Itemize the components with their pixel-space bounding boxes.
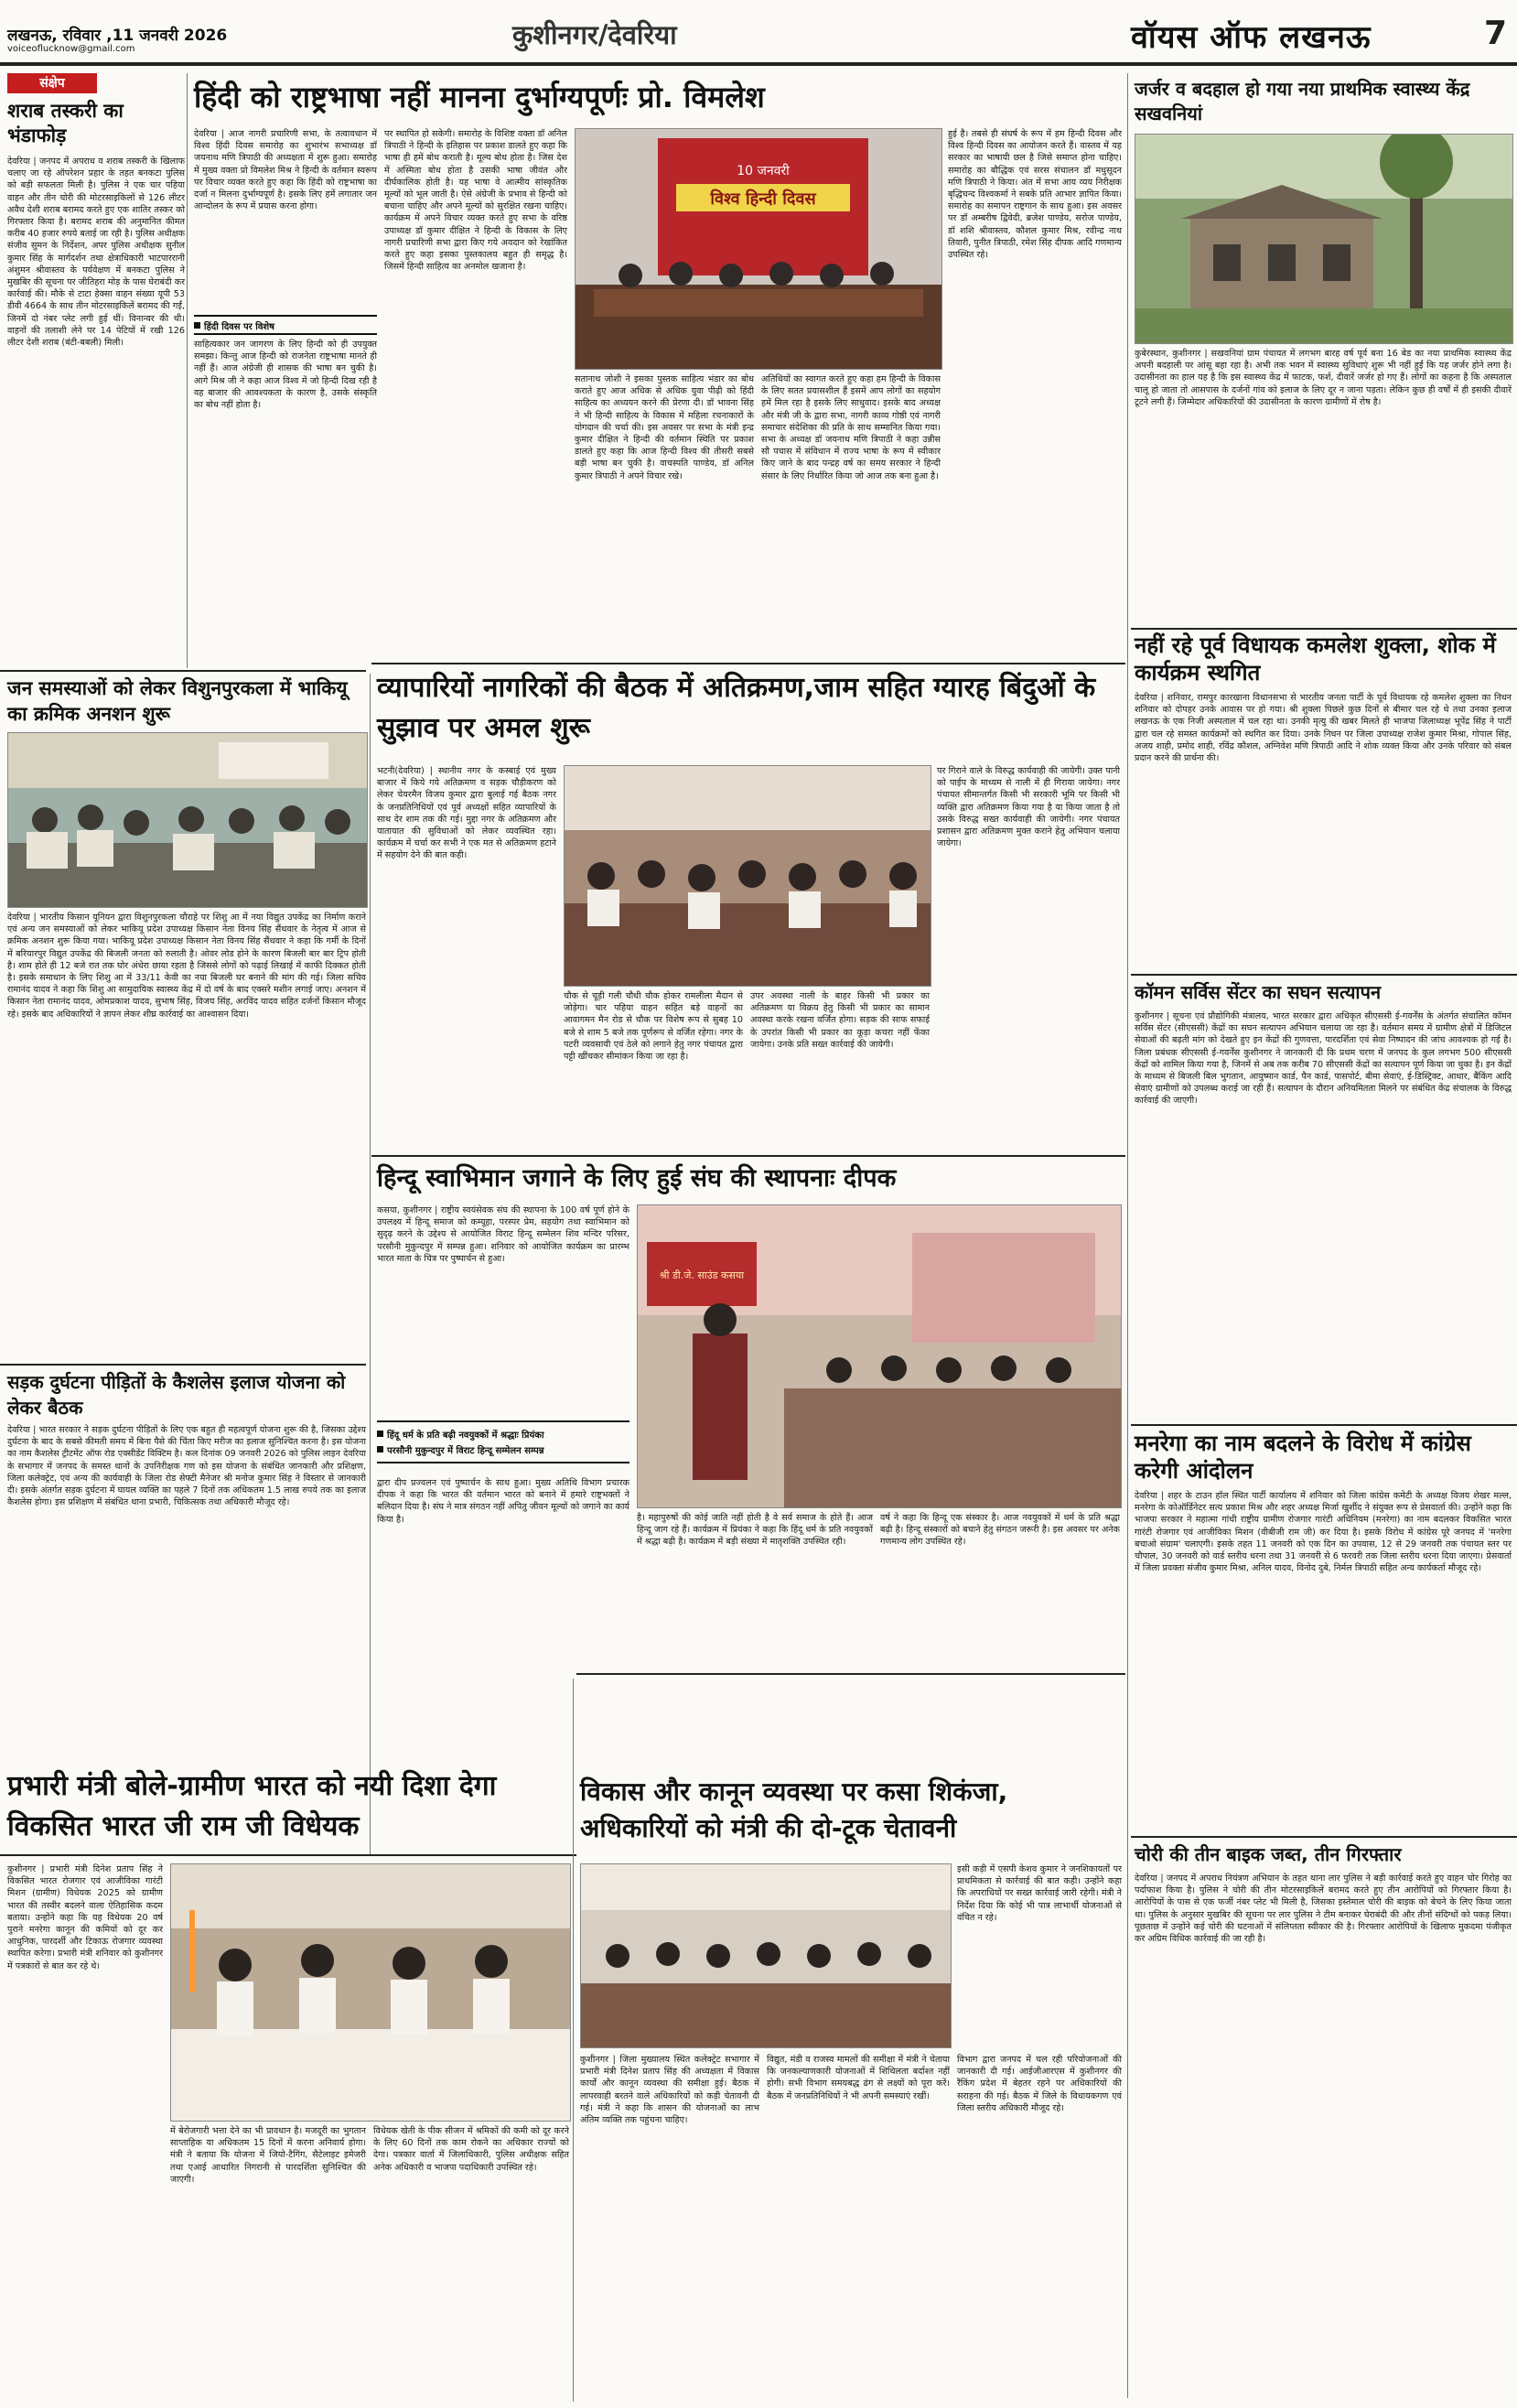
minister1-col3: विधेयक खेती के पीक सीजन में श्रमिकों की कमी को दूर करने के लिए 60 दिनों तक काम रोकने का अधिकार राज्यों को देगा। पत्रकार वार्ता में जिलाधिकारी, पुलिस अधीक्षक सहित अनेक अधिकारी व भाजपा पदाधिकारी उपस्थित रहे।: [373, 2126, 569, 2173]
traders-headline: व्यापारियों नागरिकों की बैठक में अतिक्रमण,जाम सहित ग्यारह बिंदुओं के सुझाव पर अमल शुरू: [377, 672, 1096, 744]
rss-col3: है। महापुरुषों की कोई जाति नहीं होती है वे सर्व समाज के होते हैं। आज हिन्दू जाग रहे हैं। कार्यक्रम में प्रियंका ने कहा कि हिंदू धर्म के प्रति नवयुवकों में श्रद्धा बढ़ी है। कार्यक्रम में बड़ी संख्या में मातृशक्ति उपस्थित रही।: [637, 1513, 873, 1548]
right-bottom-body: देवरिया | जनपद में अपराध नियंत्रण अभियान के तहत थाना लार पुलिस ने बड़ी कार्रवाई करते हुए वाहन चोर गिरोह का पर्दाफाश किया है। पुलिस ने चोरी की तीन मोटरसाइकिलें बरामद करते हुए तीन आरोपियों को गिरफ्तार किया है। आरोपियों के पास से एक फर्जी नंबर प्लेट भी मिली है, जिसका इस्तेमाल चोरी की बाइक को बेचने के लिए किया जाता था। पुलिस के अनुसार मुखबिर की सूचना पर लार पुलिस ने टीम बनाकर घेराबंदी की और तीनों संदिग्धों को पकड़ लिया। पूछताछ में उन्होंने कई चोरी की घटनाओं में संलिप्तता स्वीकार की है। गिरफ्तार आरोपियों के खिलाफ मुकदमा पंजीकृत कर अग्रिम विधिक कार्रवाई की जा रही है।: [1135, 1873, 1512, 1945]
email: voiceoflucknow@gmail.com: [7, 44, 135, 54]
protest-headline: जन समस्याओं को लेकर विशुनपुरकला में भाकियू का क्रमिक अनशन शुरू: [7, 677, 348, 725]
main-col3: सतानाथ जोशी ने इसका पुस्तक साहित्य भंडार का बोध कराते हुए आज अधिक से अधिक युवा पीढ़ी को हिंदी साहित्य का अध्ययन करने की प्रेरणा दी। डॉ भावना सिंह ने भी हिन्दी साहित्य के विकास में महिला रचनाकारों के योगदान की चर्चा की। इस अवसर पर सभा के मंत्री इन्द्र कुमार दीक्षित ने हिन्दी की वर्तमान स्थिति पर प्रकाश डालते हुए कहा कि आज हिन्दी विश्व की तीसरी सबसे बड़ी भाषा बन चुकी है। वाचस्पति पाण्डेय, डॉ अनिल कुमार त्रिपाठी ने अपने विचार रखे।: [575, 374, 754, 481]
main-col1: देवरिया | आज नागरी प्रचारिणी सभा, के तत्वावधान में विश्व हिंदी दिवस समारोह का शुभारंभ सभाध्यक्ष डॉ जयनाथ मणि त्रिपाठी की अध्यक्षता में शुरू हुआ। समारोह में मुख्य वक्ता प्रो विमलेश मिश्र ने हिन्दी के वर्तमान स्वरूप पर विचार व्यक्त करते हुए कहा कि हिंदी को राष्ट्रभाषा का दर्जा न मिलना दुर्भाग्यपूर्ण है। इसके लिए हमें लगातार जन आन्दोलन के रूप में प्रयास करना होगा।: [194, 129, 377, 212]
photo-subbanner-text: 10 जनवरी: [737, 164, 790, 178]
brief-tag: संक्षेप: [7, 73, 97, 93]
insurance-headline: सड़क दुर्घटना पीड़ितों के कैशलेस इलाज योजना को लेकर बैठक: [7, 1371, 346, 1419]
main-subhead-text: हिंदी दिवस पर विशेष: [204, 322, 274, 332]
traders-col1: भटनी(देवरिया) | स्थानीय नगर के कस्बाई एवं मुख्य बाजार में किये गये अतिक्रमण व सड़क चौड़ीकरण को लेकर चेयरमैन विजय कुमार द्वारा बुलाई गई बैठक नगर के जनप्रतिनिधियों एवं पूर्व अध्यक्षों सहित व्यापारियों के साथ देर शाम तक की गई। मुद्दा नगर के अतिक्रमण और यातायात की सुविधाओं को लेकर व्यवस्थित रहा। कार्यक्रम में चर्चा कर सभी ने एक मत से अतिक्रमण हटाने में सहयोग देने की बात कही।: [377, 766, 556, 861]
dateline: लखनऊ, रविवार ,11 जनवरी 2026: [7, 27, 228, 45]
main-col5: हुई है। तबसे ही संघर्ष के रूप में हम हिन्दी दिवस और विश्व हिन्दी दिवस का आयोजन करते हैं। वास्तव में यह सरकार का भाषायी छल है जिसे समाप्त होना चाहिए। समारोह का बौद्धिक एवं सरस संचालन डॉ मधुसूदन मणि त्रिपाठी ने किया। अंत में सभा आय व्यय निरीक्षक बृद्धिचन्द विश्वकर्मा ने सबके प्रति आभार ज्ञापित किया। समारोह का समापन राष्ट्रगान के साथ हुआ। इस अवसर पर डॉ अम्बरीष द्विवेदी, ब्रजेश पाण्डेय, सरोज पाण्डेय, डॉ शशि श्रीवास्तव, कौशल कुमार मिश्र, रवीन्द्र नाथ तिवारी, पुनीत त्रिपाठी, रमेश सिंह दीपक आदि गणमान्य उपस्थित रहे।: [948, 129, 1122, 261]
subhead-bullet: [194, 322, 200, 329]
traders-col4: पर गिराने वाले के विरुद्ध कार्यवाही की जायेगी। उक्त पानी को पाईप के माध्यम से नाली में ही गिराया जायेगा। नगर पंचायत सीमान्तर्गत किसी भी सरकारी भूमि पर किसी भी व्यक्ति द्वारा अतिक्रमण किया गया है या किया जाता है तो उसके विरुद्ध सख्त कार्यवाही की जायेगी। नगर पंचायत प्रशासन द्वारा अतिक्रमण मुक्त कराने हेतु अभियान चलाया जायेगा।: [937, 766, 1120, 849]
rss-bullet-2: [377, 1446, 383, 1452]
right-top-photo: [1135, 134, 1513, 344]
rss-subheads: [377, 1420, 629, 1463]
minister2-headline: विकास और कानून व्यवस्था पर कसा शिकंजा, अधिकारियों को मंत्री की दो-टूक चेतावनी: [580, 1776, 1008, 1843]
rule-bottom-2: [576, 1673, 1125, 1675]
rule-left-1: [0, 670, 366, 672]
masthead-rule: [0, 62, 1517, 66]
rss-sub2: परसौनी मुकुन्दपुर में विराट हिन्दू सम्मेलन सम्पन्न: [387, 1446, 544, 1456]
right-top-body: कुबेरस्थान, कुशीनगर | सखवनियां ग्राम पंचायत में लगभग बारह वर्ष पूर्व बना 16 बेड का नया प्राथमिक स्वास्थ्य केंद्र अपनी बदहाली पर आंसू बहा रहा है। अभी तक भवन में स्वास्थ्य सुविधाएं शुरू भी नहीं हुईं कि यह जर्जर होने लगा है। उदासीनता का हाल यह है कि इस स्वास्थ्य केंद्र में फाटक, फर्श, दीवारें जर्जर हो गए हैं। लोगों का कहना है कि अस्पताल चालू हो जाता तो आसपास के दर्जनों गांव को इलाज के लिए दूर न जाना पड़ता। लेकिन कुछ ही वर्षों में ही इसकी दीवारें टूटने लगी हैं। जिम्मेदार अधिकारियों की उदासीनता के कारण ग्रामीणों में रोष है।: [1135, 349, 1512, 407]
minister2-col3: इसी कड़ी में एसपी केशव कुमार ने जनशिकायतों पर प्राथमिकता से कार्रवाई की बात कही। उन्होंने कहा कि अपराधियों पर सख्त कार्रवाई जारी रहेगी। मंत्री ने निर्देश दिया कि कोई भी पात्र लाभार्थी योजनाओं से वंचित न रहे।: [957, 1864, 1122, 1923]
photo-banner-text: विश्व हिन्दी दिवस: [710, 189, 816, 209]
masthead: [0, 0, 1517, 64]
minister2-col1: कुशीनगर | जिला मुख्यालय स्थित कलेक्ट्रेट सभागार में प्रभारी मंत्री दिनेश प्रताप सिंह की अध्यक्षता में विकास कार्यों और कानून व्यवस्था की समीक्षा हुई। बैठक में लापरवाही बरतने वाले अधिकारियों को कड़ी चेतावनी दी गई। मंत्री ने कहा कि शासन की योजनाओं का लाभ अंतिम व्यक्ति तक पहुंचना चाहिए।: [580, 2055, 759, 2126]
page-number: 7: [1484, 15, 1508, 52]
traders-col3: उपर अवस्था नाली के बाहर किसी भी प्रकार का अतिक्रमण या विक्रय हेतु किसी भी प्रकार का सामान अवस्था करके रखना वर्जित होगा। सड़क की साफ सफाई के उपरांत किसी भी प्रकार का कूड़ा कचरा नहीं फेंका जायेगा। उनके प्रति सख्त कार्रवाई की जायेगी।: [750, 991, 930, 1050]
rule-v-bottom: [573, 1679, 574, 2402]
rss-banner-text: श्री डी.जे. साउंड कसया: [659, 1269, 745, 1281]
right-mid-headline: नहीं रहे पूर्व विधायक कमलेश शुक्ला, शोक में कार्यक्रम स्थगित: [1135, 632, 1496, 686]
rss-col2: द्वारा दीप प्रज्वलन एवं पुष्पार्चन के साथ हुआ। मुख्य अतिथि विभाग प्रचारक दीपक ने कहा कि भारत की वर्तमान भारत को बनाने में हमारे राष्ट्रभक्तों ने बलिदान दिया है। संघ ने मात्र संगठन नहीं अपितु जीवन मूल्यों को जगाने का कार्य किया है।: [377, 1478, 629, 1525]
rss-col4: वर्ष ने कहा कि हिन्दू एक संस्कार है। आज नवयुवकों में धर्म के प्रति श्रद्धा बढ़ी है। हिन्दू संस्कारों को बचाने हेतु संगठन जरूरी है। इस अवसर पर अनेक गणमान्य लोग उपस्थित रहे।: [880, 1513, 1120, 1548]
rule-right-4: [1131, 1836, 1517, 1838]
minister1-col1: कुशीनगर | प्रभारी मंत्री दिनेश प्रताप सिंह ने विकसित भारत रोजगार एवं आजीविका गारंटी मिशन (ग्रामीण) विधेयक 2025 को ग्रामीण भारत की तस्वीर बदलने वाला ऐतिहासिक कदम बताया। उन्होंने कहा कि यह विधेयक 20 वर्ष पुराने मनरेगा कानून की कमियों को दूर कर आधुनिक, पारदर्शी और टिकाऊ रोजगार व्यवस्था स्थापित करेगा। प्रभारी मंत्री शनिवार को कुशीनगर में पत्रकारों से बात कर रहे थे।: [7, 1864, 163, 1971]
minister2-photo: [580, 1863, 952, 2048]
right-top-headline: जर्जर व बदहाल हो गया नया प्राथमिक स्वास्थ्य केंद्र सखवनियां: [1135, 78, 1470, 124]
minister1-headline: प्रभारी मंत्री बोले-ग्रामीण भारत को नयी दिशा देगा विकसित भारत जी राम जी विधेयक: [7, 1770, 497, 1842]
rss-photo: [637, 1204, 1122, 1508]
rule-v-left2: [370, 674, 371, 1854]
right-mnrega-headline: मनरेगा का नाम बदलने के विरोध में कांग्रेस करेगी आंदोलन: [1135, 1431, 1471, 1484]
main-subhead: [194, 315, 377, 335]
right-mnrega-body: देवरिया | शहर के टाउन हॉल स्थित पार्टी कार्यालय में शनिवार को जिला कांग्रेस कमेटी के अध्यक्ष विजय शेखर मल्ल, मनरेगा के कोऑर्डिनेटर सत्य प्रकाश मिश्र और शहर अध्यक्ष मिर्जा खुर्शीद ने संयुक्त रूप से प्रेसवार्ता की। उन्होंने कहा कि भाजपा सरकार ने महात्मा गांधी राष्ट्रीय ग्रामीण रोजगार गारंटी अधिनियम (मनरेगा) का नाम बदलकर विकसित भारत गारंटी रोजगार एवं आजीविका मिशन (वीबीजी राम जी) कर दिया है। इसके विरोध में कांग्रेस पूरे जनपद में 'मनरेगा बचाओ संग्राम' चलाएगी। इसके तहत 11 जनवरी को एक दिन का उपवास, 12 से 29 जनवरी तक पंचायत स्तर पर चौपाल, 30 जनवरी को वार्ड स्तरीय धरना तथा 31 जनवरी से 6 फरवरी तक जिला स्तरीय धरना दिया जाएगा। प्रेसवार्ता में जिला प्रवक्ता संजीव कुमार मिश्रा, अनिल यादव, विनोद दुबे, निर्मल त्रिपाठी सहित अन्य कार्यकर्ता मौजूद रहे।: [1135, 1491, 1512, 1574]
protest-body: देवरिया | भारतीय किसान यूनियन द्वारा विशुनपुरकला चौराहे पर शिशु आ में नया विद्युत उपकेंद्र का निर्माण कराने एवं अन्य जन समस्याओं को लेकर भाकियू प्रदेश उपाध्यक्ष किसान नेता विनय सिंह सैंथवार के नेतृत्व में आज से क्रमिक अनशन शुरू किया गया। भाकियू प्रदेश उपाध्यक्ष किसान नेता विनय सिंह सैंथवार ने कहा कि गर्मी के दिनों में बरियारपुर विद्युत उपकेंद्र की बिजली जनता को रुलाती है। ओवर लोड होने के कारण बिजली बार बार ट्रिप होती है। शाम होते ही 12 बजे रात तक घोर अंधेरा छाया रहता है जिससे लोगों को पढ़ाई लिखाई में काफी दिक्कत होती है। इसके समाधान के लिए शिशु आ में 33/11 केवी का नया बिजली घर बनाने की मांग की गई। जिला सचिव रामानंद यादव ने कहा कि शिशु आ सामुदायिक स्वास्थ्य केंद्र में दो वर्ष के बाद एक्सरे मशीन लगाई जाए। अनशन में किसान नेता रामानंद यादव, ओमप्रकाश यादव, सुभाष सिंह, विजय सिंह, अरविंद यादव सहित दर्जनों किसान मौजूद रहे। इसके बाद अधिकारियों ने ज्ञापन लेकर शीघ्र कार्रवाई का आश्वासन दिया।: [7, 912, 366, 1020]
rss-bullet-1: [377, 1431, 383, 1437]
minister1-col2: में बेरोजगारी भत्ता देने का भी प्रावधान है। मजदूरी का भुगतान साप्ताहिक या अधिकतम 15 दिनों में करना अनिवार्य होगा। मंत्री ने बताया कि योजना में जियो-टैगिंग, सैटेलाइट इमेजरी तथा एआई आधारित निगरानी से पारदर्शिता सुनिश्चित की जाएगी।: [170, 2126, 366, 2185]
rule-bottom-1: [0, 1854, 576, 1856]
rule-right-3: [1131, 1424, 1517, 1426]
minister1-photo: [170, 1863, 571, 2122]
minister2-col4: विभाग द्वारा जनपद में चल रही परियोजनाओं की जानकारी दी गई। आईजीआरएस में कुशीनगर की रैंकिंग प्रदेश में बेहतर रहने पर अधिकारियों की सराहना की गई। बैठक में जिले के विधायकगण एवं जिला स्तरीय अधिकारी मौजूद रहे।: [957, 2055, 1122, 2113]
rule-right-1: [1131, 628, 1517, 630]
right-mid-body: देवरिया | शनिवार, रामपुर कारखाना विधानसभा से भारतीय जनता पार्टी के पूर्व विधायक रहे कमलेश शुक्ला का निधन शनिवार को दोपहर उनके आवास पर हो गया। श्री शुक्ला पिछले कुछ दिनों से बीमार चल रहे थे तथा उनका इलाज लखनऊ के एक निजी अस्पताल में चल रहा था। उनकी मृत्यु की खबर मिलते ही भाजपा जिलाध्यक्ष भूपेंद्र सिंह ने पार्टी द्वारा चल रहे समस्त कार्यक्रमों को स्थगित कर दिया। उनके निधन पर जिला उपाध्यक्ष राजेश कुमार मिश्रा, गोपाल सिंह, अजय शाही, प्रमोद शाही, रविंद्र कौशल, अग्निवेश मणि त्रिपाठी आदि ने शोक व्यक्त किया और उनके परिवार को संबल प्रदान करने की प्रार्थना की।: [1135, 693, 1512, 764]
paper-name: वॉयस ऑफ लखनऊ: [1131, 19, 1372, 56]
main-col1b: साहित्यकार जन जागरण के लिए हिन्दी को ही उपयुक्त समझा। किन्तु आज हिन्दी को राजनेता राष्ट्रभाषा मानते ही नहीं हैं। आज अंग्रेजी ही शासक की भाषा बन चुकी है। आगे मिश्र जी ने कहा आज विश्व में जो हिन्दी दिख रही है वह बाजार की आवश्यकता के कारण है, उसके संस्कृति का बोध नहीं होता है।: [194, 340, 377, 411]
traders-photo: [564, 765, 931, 987]
right-bottom-headline: चोरी की तीन बाइक जब्त, तीन गिरफ्तार: [1135, 1843, 1402, 1865]
traders-col2: चौक से चूड़ी गली चौधी चौक होकर रामलीला मैदान से जोड़ेगा। चार पहिया वाहन सहित बड़े वाहनों का आवागमन मैन रोड से चौक पर विशेष रूप से सुबह 10 बजे से शाम 5 बजे तक पूर्णरूप से वर्जित रहेगा। नगर के पटरी व्यवसायी एवं ठेले को लगाने हेतु नगर पंचायत द्वारा पट्टी खींचकर सीमांकन किया जा रहा है।: [564, 991, 743, 1063]
rss-sub1: हिंदू धर्म के प्रति बढ़ी नवयुवकों में श्रद्धाः प्रियंका: [387, 1431, 544, 1441]
rule-v-right: [1127, 73, 1128, 2398]
main-col2: पर स्थापित हो सकेगी। समारोह के विशिष्ट वक्ता डॉ अनिल त्रिपाठी ने हिन्दी के इतिहास पर प्रकाश डालते हुए कहा कि भाषा ही हमें बोध कराती है। मूल्य बोध होता है। जिस देश में अस्मिता बोध होता है उसकी भाषा जीवंत और दीर्घकालिक होती है। यह भाषा वे आत्मीय सांस्कृतिक मूल्यों को भूल जाती है। ऐसे अंग्रेजी के प्रभाव से हिन्दी को बचाना चाहिए और अपने मूल्यों को सुरक्षित रखना चाहिए। कार्यक्रम में अपने विचार व्यक्त करते हुए सभा के वरिष्ठ उपाध्यक्ष डॉ कुमार दीक्षित ने हिन्दी के विकास के लिए नागरी प्रचारिणी सभा द्वारा किए गये अवदान को रेखांकित करते हुए कहा इसका पुस्तकालय बहुत ही समृद्ध है। जिसमें हिन्दी साहित्य का अनमोल खजाना है।: [384, 129, 567, 273]
brief-title: शराब तस्करी का भंडाफोड़: [7, 100, 124, 146]
rule-mid-2: [371, 1155, 1125, 1157]
main-headline: हिंदी को राष्ट्रभाषा नहीं मानना दुर्भाग्यपूर्णः प्रो. विमलेश: [194, 80, 765, 114]
protest-photo: [7, 732, 368, 908]
main-col4: अतिथियों का स्वागत करते हुए कहा हम हिन्दी के विकास के लिए सतत प्रयासशील हैं इसमें आप लोगों का सहयोग हमें मिल रहा है इसके लिए साधुवाद। इसके बाद अध्यक्ष और मंत्री जी के द्वारा सभा, नागरी काव्य गोष्ठी एवं नागरी समाचार संदेशिका की प्रति के साथ सम्मानित किया गया। सभा के अध्यक्ष डॉ जयनाथ मणि त्रिपाठी ने कहा उन्नीस सौ पचास में संविधान में राज्य भाषा के रूप में स्वीकार किए जाने के बाद पन्द्रह वर्ष का समय सरकार ने हिन्दी संसार के लिए निर्धारित किया जो आज तक बना हुआ है।: [761, 374, 941, 481]
rss-col1: कसया, कुशीनगर | राष्ट्रीय स्वयंसेवक संघ की स्थापना के 100 वर्ष पूर्ण होने के उपलक्ष्य में हिन्दू समाज को कम्यूहा, परस्पर प्रेम, सहयोग तथा स्वाभिमान को सुदृढ़ करने के उद्देश्य से आयोजित विराट हिन्दू सम्मेलन शिव मन्दिर परिसर, परसौनी मुकुन्दपुर में सम्पन्न हुआ। शनिवार को आयोजित कार्यक्रम का प्रारम्भ भारत माता के चित्र पर पुष्पार्चन से हुआ।: [377, 1205, 629, 1264]
rule-v-left: [187, 73, 188, 668]
right-csc-body: कुशीनगर | सूचना एवं प्रौद्योगिकी मंत्रालय, भारत सरकार द्वारा अधिकृत सीएससी ई-गवर्नेंस के अंतर्गत संचालित कॉमन सर्विस सेंटर (सीएससी) केंद्रों का सघन सत्यापन अभियान चलाया जा रहा है। वर्तमान समय में ग्रामीण क्षेत्रों में डिजिटल सेवाओं की बढ़ती मांग को देखते हुए इन केंद्रों की गुणवत्ता, पारदर्शिता एवं सेवा निष्पादन की जांच आवश्यक हो गई है। जिला प्रबंधक सीएससी ई-गवर्नेंस कुशीनगर ने जानकारी दी कि प्रथम चरण में जनपद के कुल लगभग 500 सीएससी केंद्रों को शामिल किया गया है, जिनमें से अब तक करीब 70 सीएससी केंद्रों का सत्यापन पूर्ण किया जा चुका है। इन केंद्रों के माध्यम से बिजली बिल भुगतान, आयुष्मान कार्ड, पैन कार्ड, पासपोर्ट, बीमा सेवाएं, ई-डिस्ट्रिक्ट, आधार, बैंकिंग आदि सेवाएं ग्रामीणों को उपलब्ध कराई जा रही हैं। सत्यापन के दौरान अनियमितता मिलने पर संबंधित केंद्र संचालक के विरुद्ध कार्रवाई की जाएगी।: [1135, 1011, 1512, 1107]
section-title: कुशीनगर/देवरिया: [512, 19, 677, 50]
minister2-col2: विद्युत, मंडी व राजस्व मामलों की समीक्षा में मंत्री ने चेताया कि जनकल्याणकारी योजनाओं में शिथिलता बर्दाश्त नहीं होगी। सभी विभाग समयबद्ध ढंग से लक्ष्यों को पूरा करें। बैठक में जनप्रतिनिधियों ने भी अपनी समस्याएं रखीं।: [767, 2055, 950, 2101]
right-csc-headline: कॉमन सर्विस सेंटर का सघन सत्यापन: [1135, 981, 1382, 1003]
main-photo: [575, 128, 942, 370]
rule-right-2: [1131, 974, 1517, 976]
insurance-body: देवरिया | भारत सरकार ने सड़क दुर्घटना पीड़ितों के लिए एक बहुत ही महत्वपूर्ण योजना शुरू की है, जिसका उद्देश्य दुर्घटना के बाद के सबसे कीमती समय में बिना पैसे की चिंता किए मरीज का इलाज सुनिश्चित करना है। इस योजना का नाम कैशलेस ट्रीटमेंट ऑफ रोड एक्सीडेंट विक्टिम है। कल दिनांक 09 जनवरी 2026 को पुलिस लाइन देवरिया के सभागार में जनपद के समस्त थानों के उपनिरीक्षक गण को इस योजना के संबंधित जानकारी और प्रशिक्षण, जिला कलेक्ट्रेट, एवं अन्य की कार्यवाही के जिला रोड सेफ्टी मैनेजर श्री मनोज कुमार सिंह ने विस्तार से जानकारी दी। इसके अंतर्गत सड़क दुर्घटना में घायल व्यक्ति का पहले 7 दिनों तक अधिकतम 1.5 लाख रुपये तक का इलाज कैशलेस होगा। इस प्रशिक्षण में संबंधित थाना प्रभारी, चिकित्सक तथा अधिकारी मौजूद रहे।: [7, 1425, 366, 1508]
brief-body: देवरिया | जनपद में अपराध व शराब तस्करी के खिलाफ चलाए जा रहे ऑपरेशन प्रहार के तहत बनकटा पुलिस को बड़ी सफलता मिली है। पुलिस ने एक चार पहिया वाहन और तीन चोरी की मोटरसाइकिलों से 126 लीटर अवैध देशी शराब बरामद करते हुए एक शातिर तस्कर को गिरफ्तार किया है। बरामद शराब की अनुमानित कीमत करीब 40 हजार रुपये बताई जा रही है। पुलिस अधीक्षक संजीव सुमन के निर्देशन, अपर पुलिस अधीक्षक सुनील कुमार सिंह के मार्गदर्शन तथा क्षेत्राधिकारी भाटपाररानी अंशुमन श्रीवास्तव के पर्यवेक्षण में बनकटा पुलिस ने मुखबिर की सूचना पर जीतिहरा मोड़ के पास घेराबंदी कर कार्रवाई की। मौके से टाटा हेक्सा वाहन संख्या यूपी 53 डीवी 4664 के साथ तीन मोटरसाइकिलें बरामद की गईं, जिनमें दो नंबर प्लेट लगी हुई थीं। विनान्वर की थी। वाहनों की तलाशी लेने पर 14 पेटियों में रखी 126 लीटर देशी शराब (बंटी-बबली) मिली।: [7, 157, 185, 349]
rule-mid-1: [371, 663, 1125, 664]
rss-headline: हिन्दू स्वाभिमान जगाने के लिए हुई संघ की स्थापनाः दीपक: [377, 1164, 897, 1193]
rule-left-2: [0, 1364, 366, 1366]
